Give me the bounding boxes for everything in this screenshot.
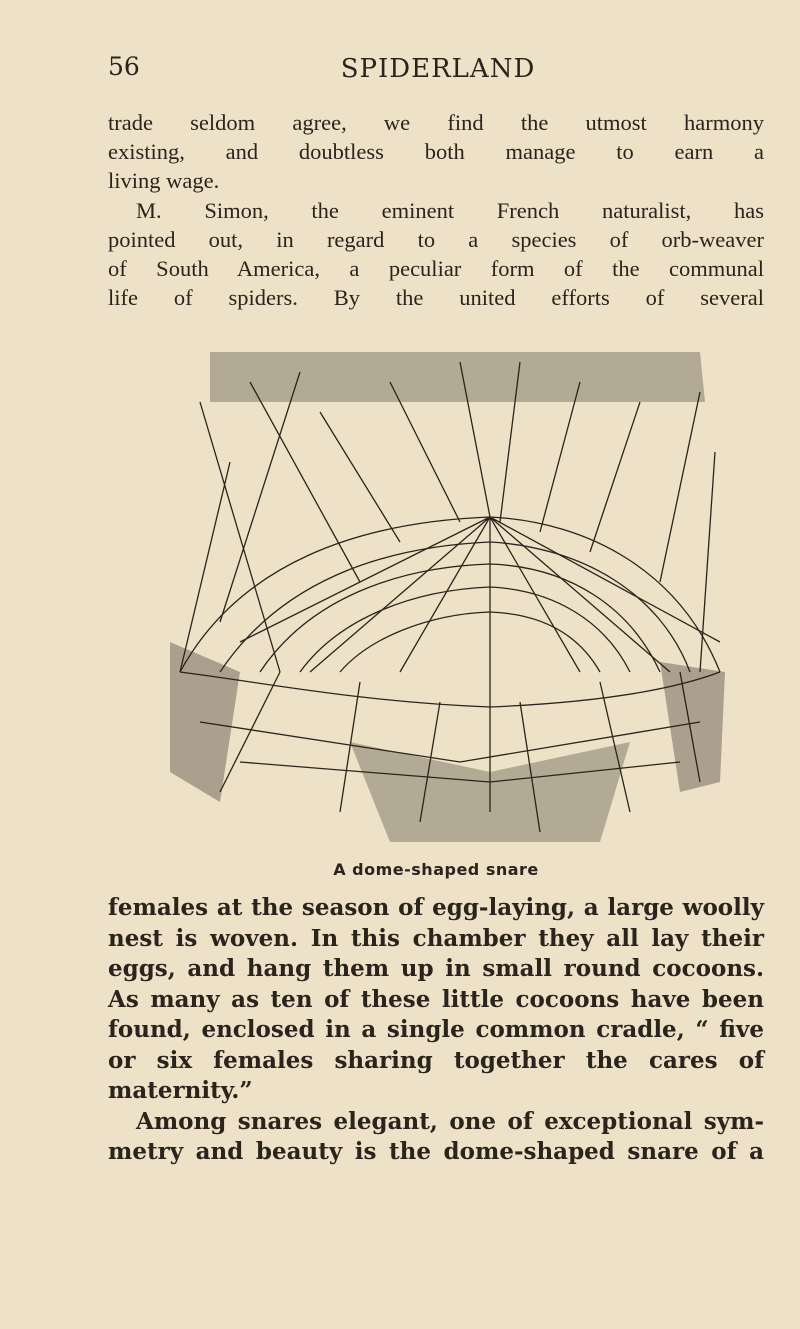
text-line: M. Simon, the eminent French naturalist, has [136,197,764,223]
text-line: found, enclosed in a single common cradle, “ five [108,1016,764,1043]
page-header [108,52,768,92]
page-number: 56 [108,52,140,81]
text-line: of South America, a peculiar form of the communal [108,256,764,282]
text-line: As many as ten of these little cocoons have been [108,985,764,1013]
paragraph [108,196,764,313]
running-title: SPIDERLAND [340,54,536,84]
text-line: or six females sharing together the cares of [108,1046,764,1074]
paragraph [108,1107,764,1168]
text-line: eggs, and hang them up in small round cocoons. [108,955,764,982]
text-line: living wage. [108,168,220,194]
paragraph [108,893,764,1107]
text-block-bottom [108,893,764,1168]
text-line: metry and beauty is the dome-shaped snare of a [108,1138,764,1165]
text-line: nest is woven. In this chamber they all lay their [108,924,764,952]
text-block-top [108,108,764,312]
text-line: maternity.” [108,1077,253,1104]
text-line: Among snares elegant, one of exceptional sym- [136,1107,764,1135]
text-line: existing, and doubtless both manage to earn a [108,139,764,165]
top-foliage [210,352,705,402]
dome-outline [180,517,720,672]
text-line: life of spiders. By the united efforts of several [108,285,764,311]
text-line: pointed out, in regard to a species of orb-weaver [108,226,764,252]
text-line: trade seldom agree, we find the utmost harmony [108,110,764,135]
text-line: females at the season of egg-laying, a large woolly [108,894,764,921]
paragraph [108,108,764,196]
figure-caption: A dome-shaped snare [333,860,539,879]
dome-shaped-snare-illustration [160,342,730,850]
